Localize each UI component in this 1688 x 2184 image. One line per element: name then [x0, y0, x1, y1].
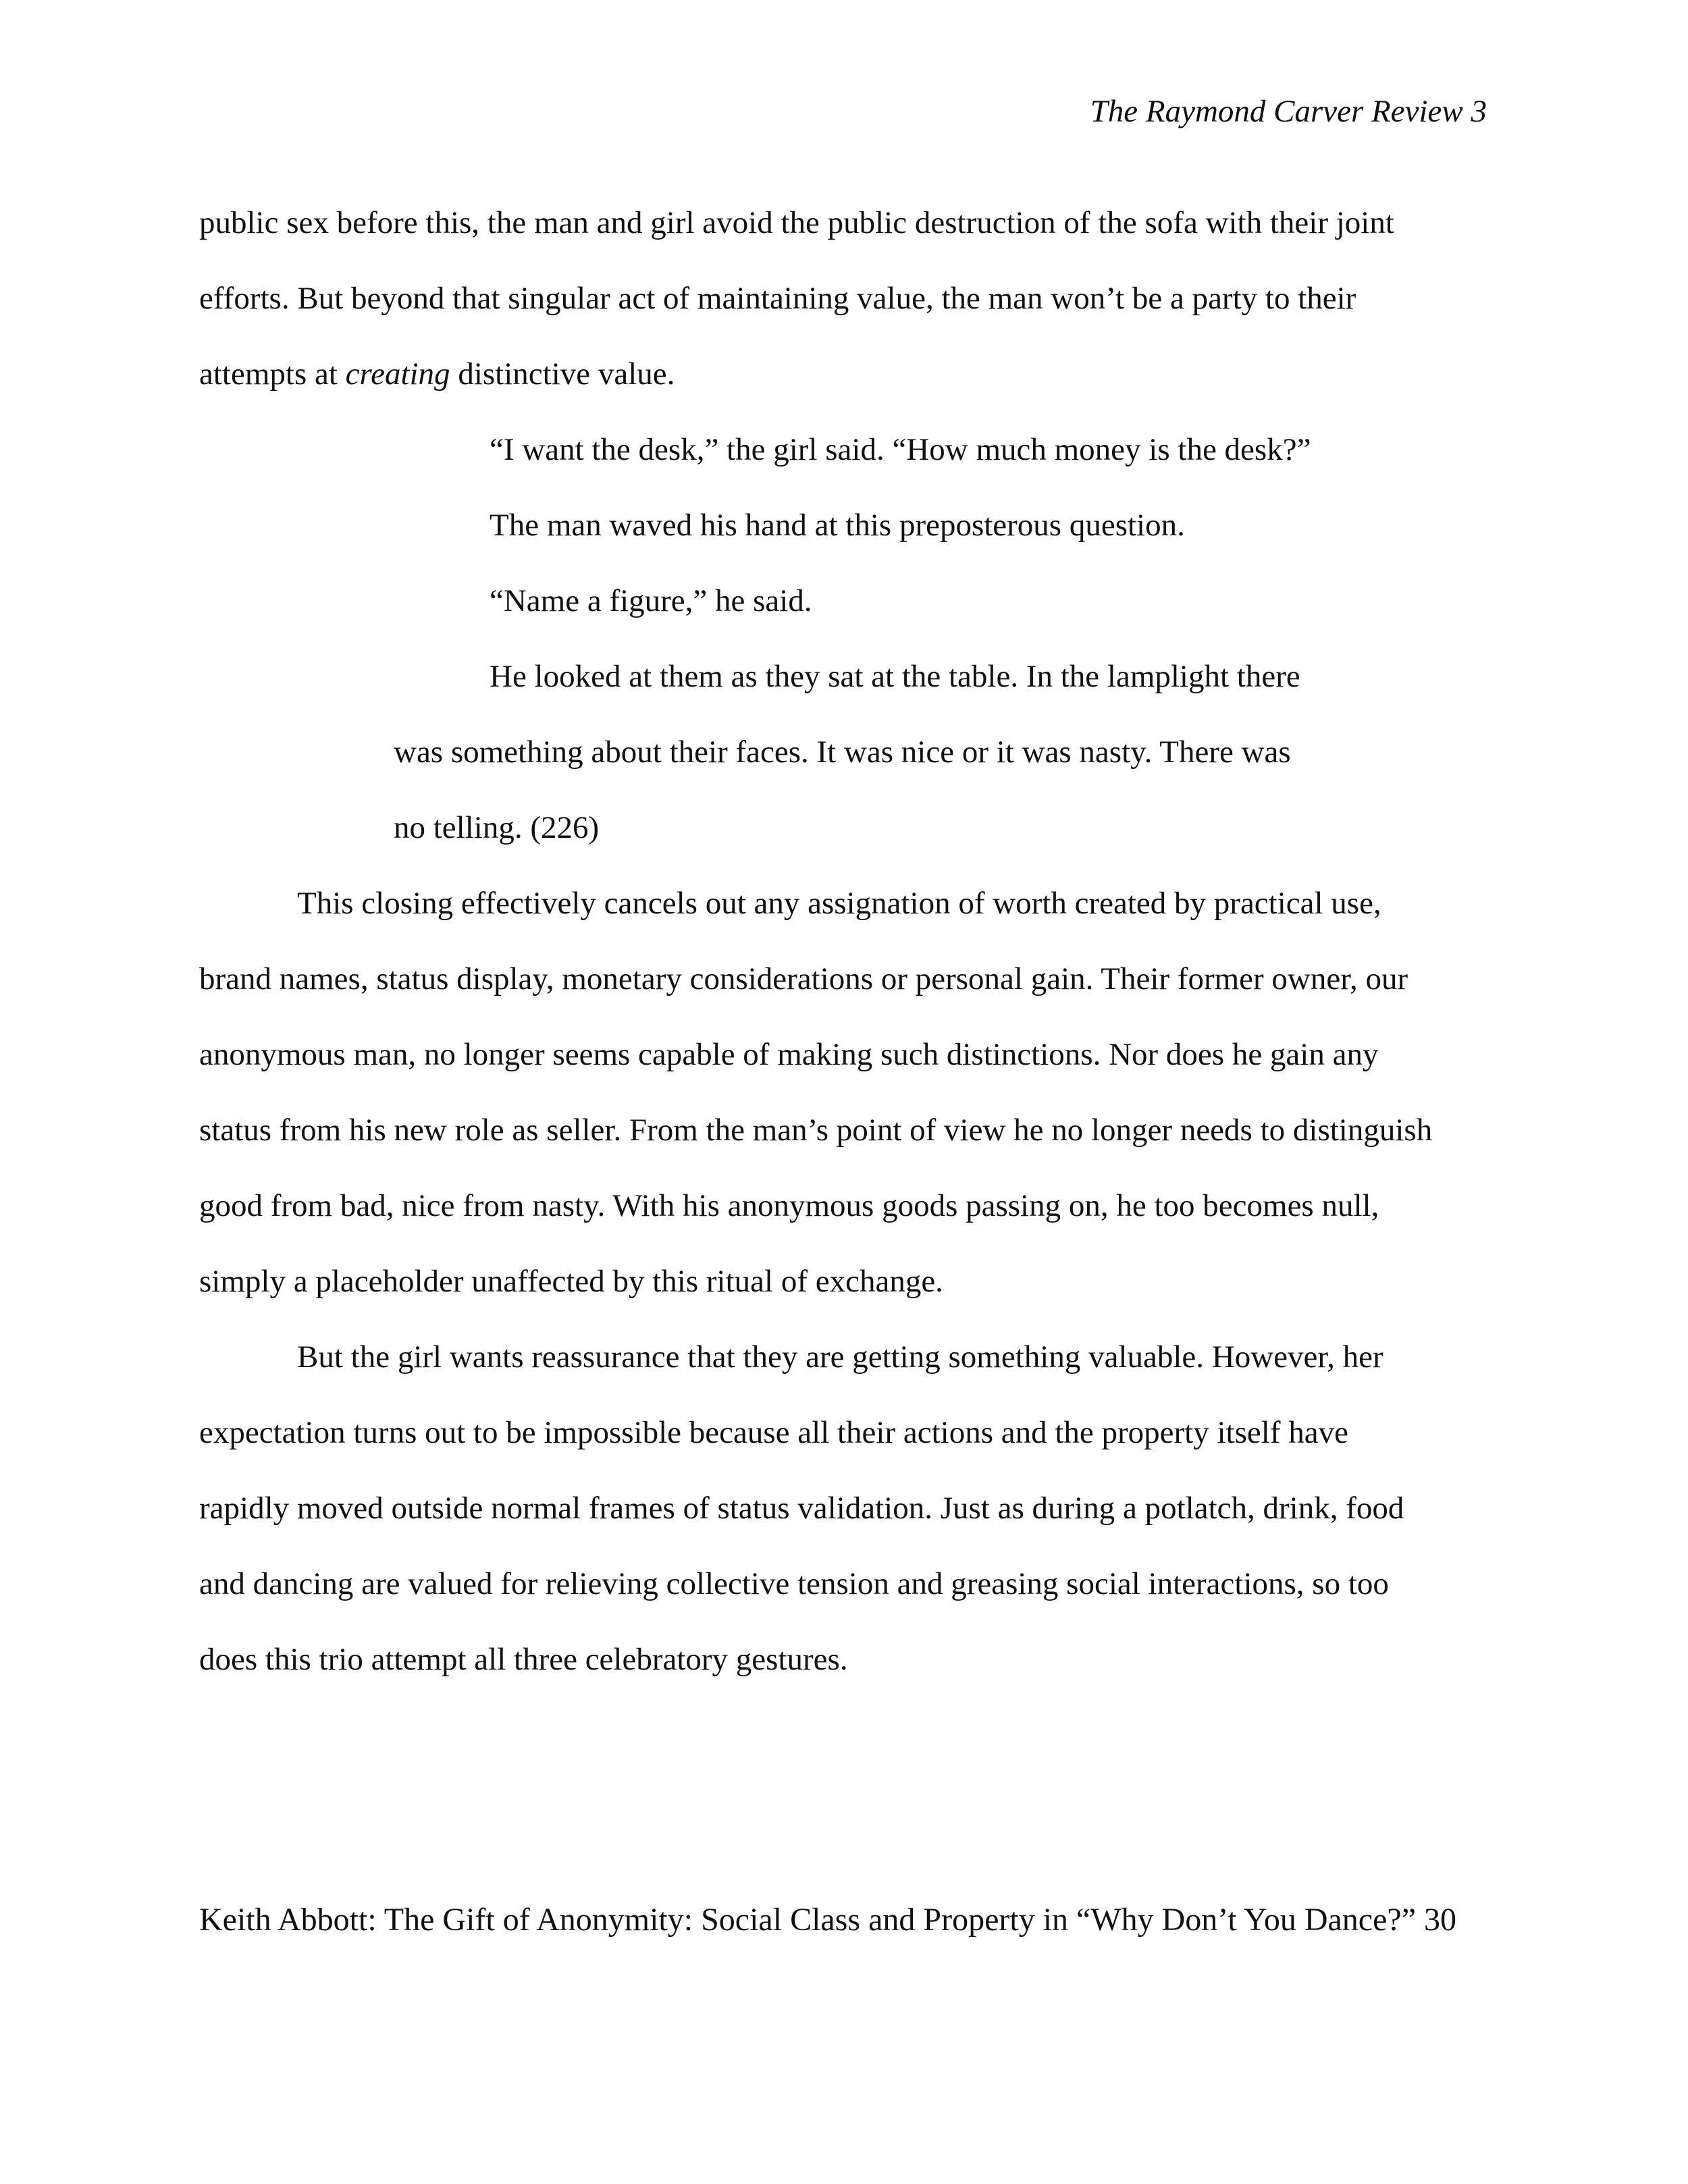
- text-line: and dancing are valued for relieving collective tension and greasing social interactions, so too: [199, 1566, 1389, 1601]
- text-line: simply a placeholder unaffected by this ritual of exchange.: [199, 1264, 943, 1299]
- text-line: does this trio attempt all three celebratory gestures.: [199, 1642, 848, 1677]
- text-line: anonymous man, no longer seems capable of making such distinctions. Nor does he gain any: [199, 1037, 1379, 1072]
- running-header: The Raymond Carver Review 3: [1090, 94, 1487, 129]
- text-line: brand names, status display, monetary considerations or personal gain. Their former owner, our: [199, 961, 1408, 996]
- quote-line: was something about their faces. It was nice or it was nasty. There was: [394, 735, 1291, 770]
- quote-line: The man waved his hand at this preposterous question.: [490, 508, 1185, 543]
- text-line: This closing effectively cancels out any assignation of worth created by practical use,: [297, 886, 1381, 921]
- quote-line: He looked at them as they sat at the table. In the lamplight there: [490, 659, 1300, 694]
- text-line: But the girl wants reassurance that they are getting something valuable. However, her: [297, 1339, 1383, 1375]
- text-line: status from his new role as seller. From the man’s point of view he no longer needs to distinguish: [199, 1113, 1433, 1148]
- footer-citation: Keith Abbott: The Gift of Anonymity: Social Class and Property in “Why Don’t You Dance?” 30: [199, 1902, 1457, 1938]
- quote-line: no telling. (226): [394, 810, 600, 845]
- text-run: distinctive value.: [450, 356, 675, 392]
- text-line: expectation turns out to be impossible because all their actions and the property itself have: [199, 1415, 1348, 1450]
- text-line: public sex before this, the man and girl avoid the public destruction of the sofa with their joint: [199, 205, 1394, 240]
- text-line: [199, 358, 675, 390]
- text-line: good from bad, nice from nasty. With his anonymous goods passing on, he too becomes null,: [199, 1188, 1379, 1223]
- quote-line: “I want the desk,” the girl said. “How much money is the desk?”: [490, 432, 1311, 467]
- quote-line: “Name a figure,” he said.: [490, 583, 812, 618]
- text-line: efforts. But beyond that singular act of maintaining value, the man won’t be a party to their: [199, 281, 1356, 316]
- text-run: attempts at: [199, 356, 346, 392]
- emphasis-text: creating: [345, 356, 450, 392]
- text-line: rapidly moved outside normal frames of status validation. Just as during a potlatch, drink, food: [199, 1491, 1404, 1526]
